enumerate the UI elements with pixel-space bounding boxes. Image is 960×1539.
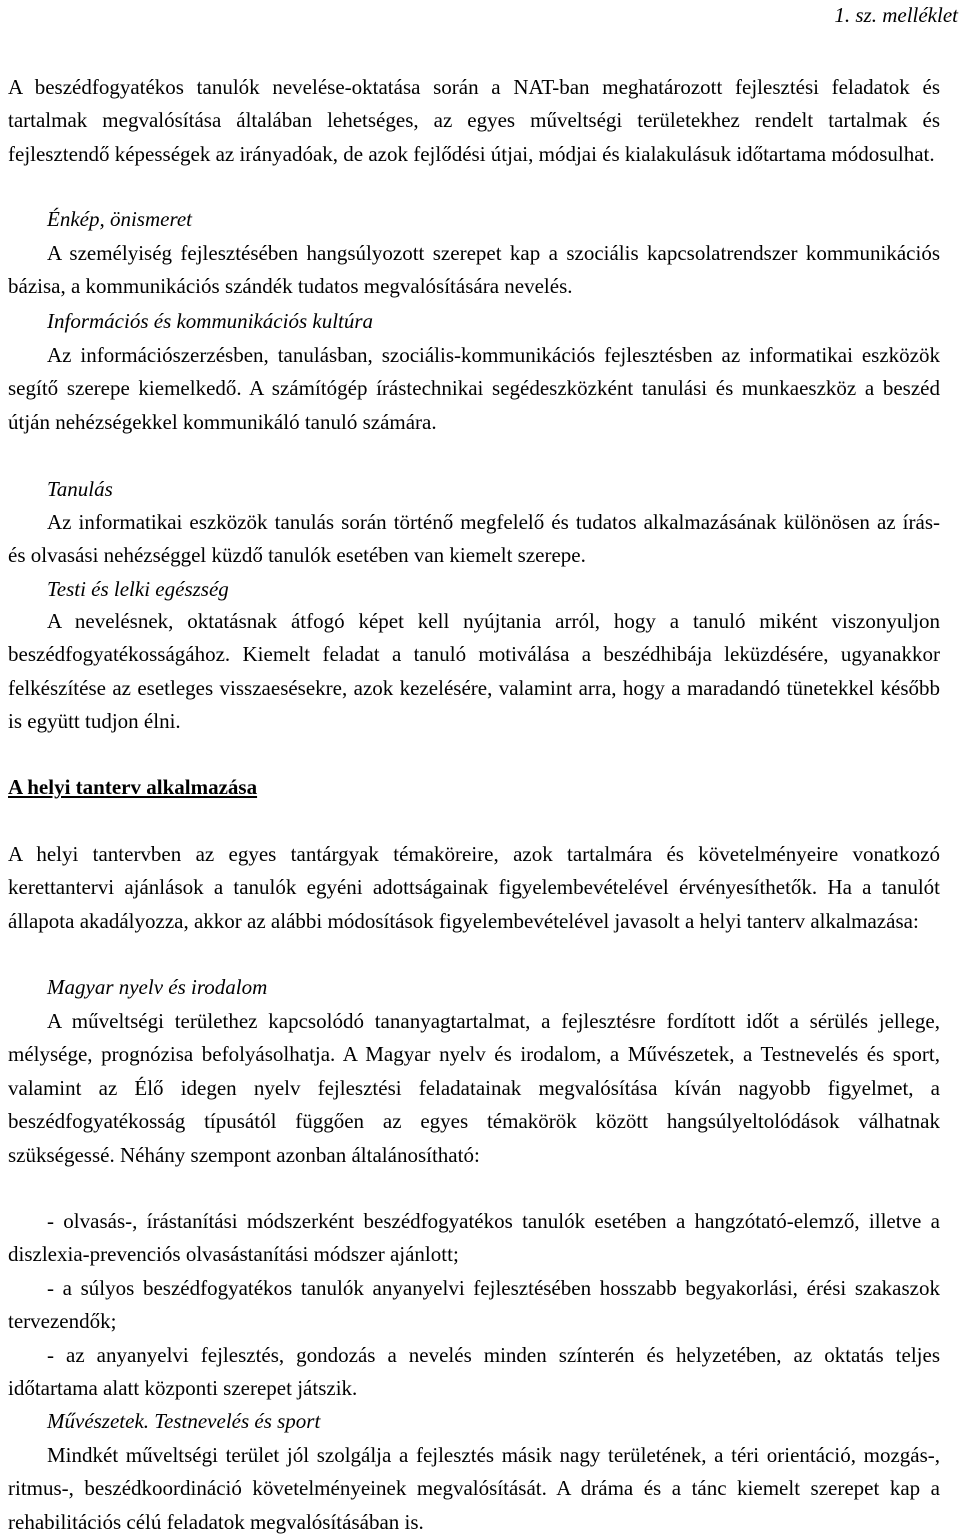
section-text-enkep: A személyiség fejlesztésében hangsúlyozott szerepet kap a szociális kapcsolatrendszer kommunikációs bázisa, a kommunikációs szándék tudatos megvalósítására nevelés. (8, 241, 940, 299)
list-item: - az anyanyelvi fejlesztés, gondozás a nevelés minden színterén és helyzetében, az oktatás teljes időtartama alatt központi szerepet játszik. (8, 1343, 940, 1401)
subsection-text-magyar: A műveltségi területhez kapcsolódó tananyagtartalmat, a fejlesztésre fordított időt a sérülés jellege, mélysége, prognózisa befolyásolhatja. A Magyar nyelv és irodalom, a Művészetek, a Testnevelés és sport, valamint az Élő idegen nyelv fejlesztési feladatainak megvalósítása kíván nagyobb figyelmet, a beszédfogyatékosság típusától függően az egyes témakörök között hangsúlyeltolódások válhatnak szükségessé. Néhány szempont azonban általánosítható: (8, 1009, 940, 1167)
annex-label: 1. sz. melléklet (834, 3, 958, 27)
list-item: - olvasás-, írástanítási módszerként beszédfogyatékos tanulók esetében a hangzótató-elemző, illetve a diszlexia-prevenciós olvasástanítási módszer ajánlott; (8, 1209, 940, 1267)
list-item: - a súlyos beszédfogyatékos tanulók anyanyelvi fejlesztésében hosszabb begyakorlási, érési szakaszok tervezendők; (8, 1276, 940, 1334)
section-title-ikt: Információs és kommunikációs kultúra (47, 309, 374, 333)
section-text-egeszseg: A nevelésnek, oktatásnak átfogó képet kell nyújtania arról, hogy a tanuló miként viszonyuljon beszédfogyatékosságához. Kiemelt feladat a tanuló motiválása a beszédhibája leküzdésére, ugyanakkor felkészítése az esetleges visszaesésekre, azok kezelésére, valamint arra, hogy a maradandó tünetekkel később is együtt tudjon élni. (8, 609, 940, 734)
helyi-intro-paragraph: A helyi tantervben az egyes tantárgyak témaköreire, azok tartalmára és követelményeire vonatkozó kerettantervi ajánlások a tanulók egyéni adottságainak figyelembevételével érvényesíthetők. Ha a tanulót állapota akadályozza, akkor az alábbi módosítások figyelembevételével javasolt a helyi tanterv alkalmazása: (8, 842, 940, 933)
intro-paragraph: A beszédfogyatékos tanulók nevelése-oktatása során a NAT-ban meghatározott fejlesztési feladatok és tartalmak megvalósítása általában lehetséges, az egyes műveltségi területekhez rendelt tartalmak és fejlesztendő képességek az irányadóak, de azok fejlődési útjai, módjai és kialakulásuk időtartama módosulhat. (8, 75, 940, 166)
subsection-text-muveszetek: Mindkét műveltségi terület jól szolgálja a fejlesztés másik nagy területének, a téri orientáció, mozgás-, ritmus-, beszédkoordináció követelményeinek megvalósítását. A dráma és a tánc kiemelt szerepet kap a rehabilitációs célú feladatok megvalósításában is. (8, 1443, 940, 1534)
section-title-egeszseg: Testi és lelki egészség (47, 577, 229, 601)
section-title-tanulas: Tanulás (47, 477, 113, 501)
subsection-title-muveszetek: Művészetek. Testnevelés és sport (47, 1409, 321, 1433)
section-title-enkep: Énkép, önismeret (47, 207, 193, 231)
subsection-title-magyar: Magyar nyelv és irodalom (47, 975, 268, 999)
section-text-tanulas: Az informatikai eszközök tanulás során történő megfelelő és tudatos alkalmazásának különösen az írás- és olvasási nehézséggel küzdő tanulók esetében van kiemelt szerepe. (8, 510, 940, 568)
section-heading-helyi-tanterv: A helyi tanterv alkalmazása (8, 775, 258, 799)
section-text-ikt: Az információszerzésben, tanulásban, szociális-kommunikációs fejlesztésben az informatikai eszközök segítő szerepe kiemelkedő. A számítógép írástechnikai segédeszközként tanulási és munkaeszköz a beszéd útján nehézségekkel kommunikáló tanuló számára. (8, 343, 940, 434)
